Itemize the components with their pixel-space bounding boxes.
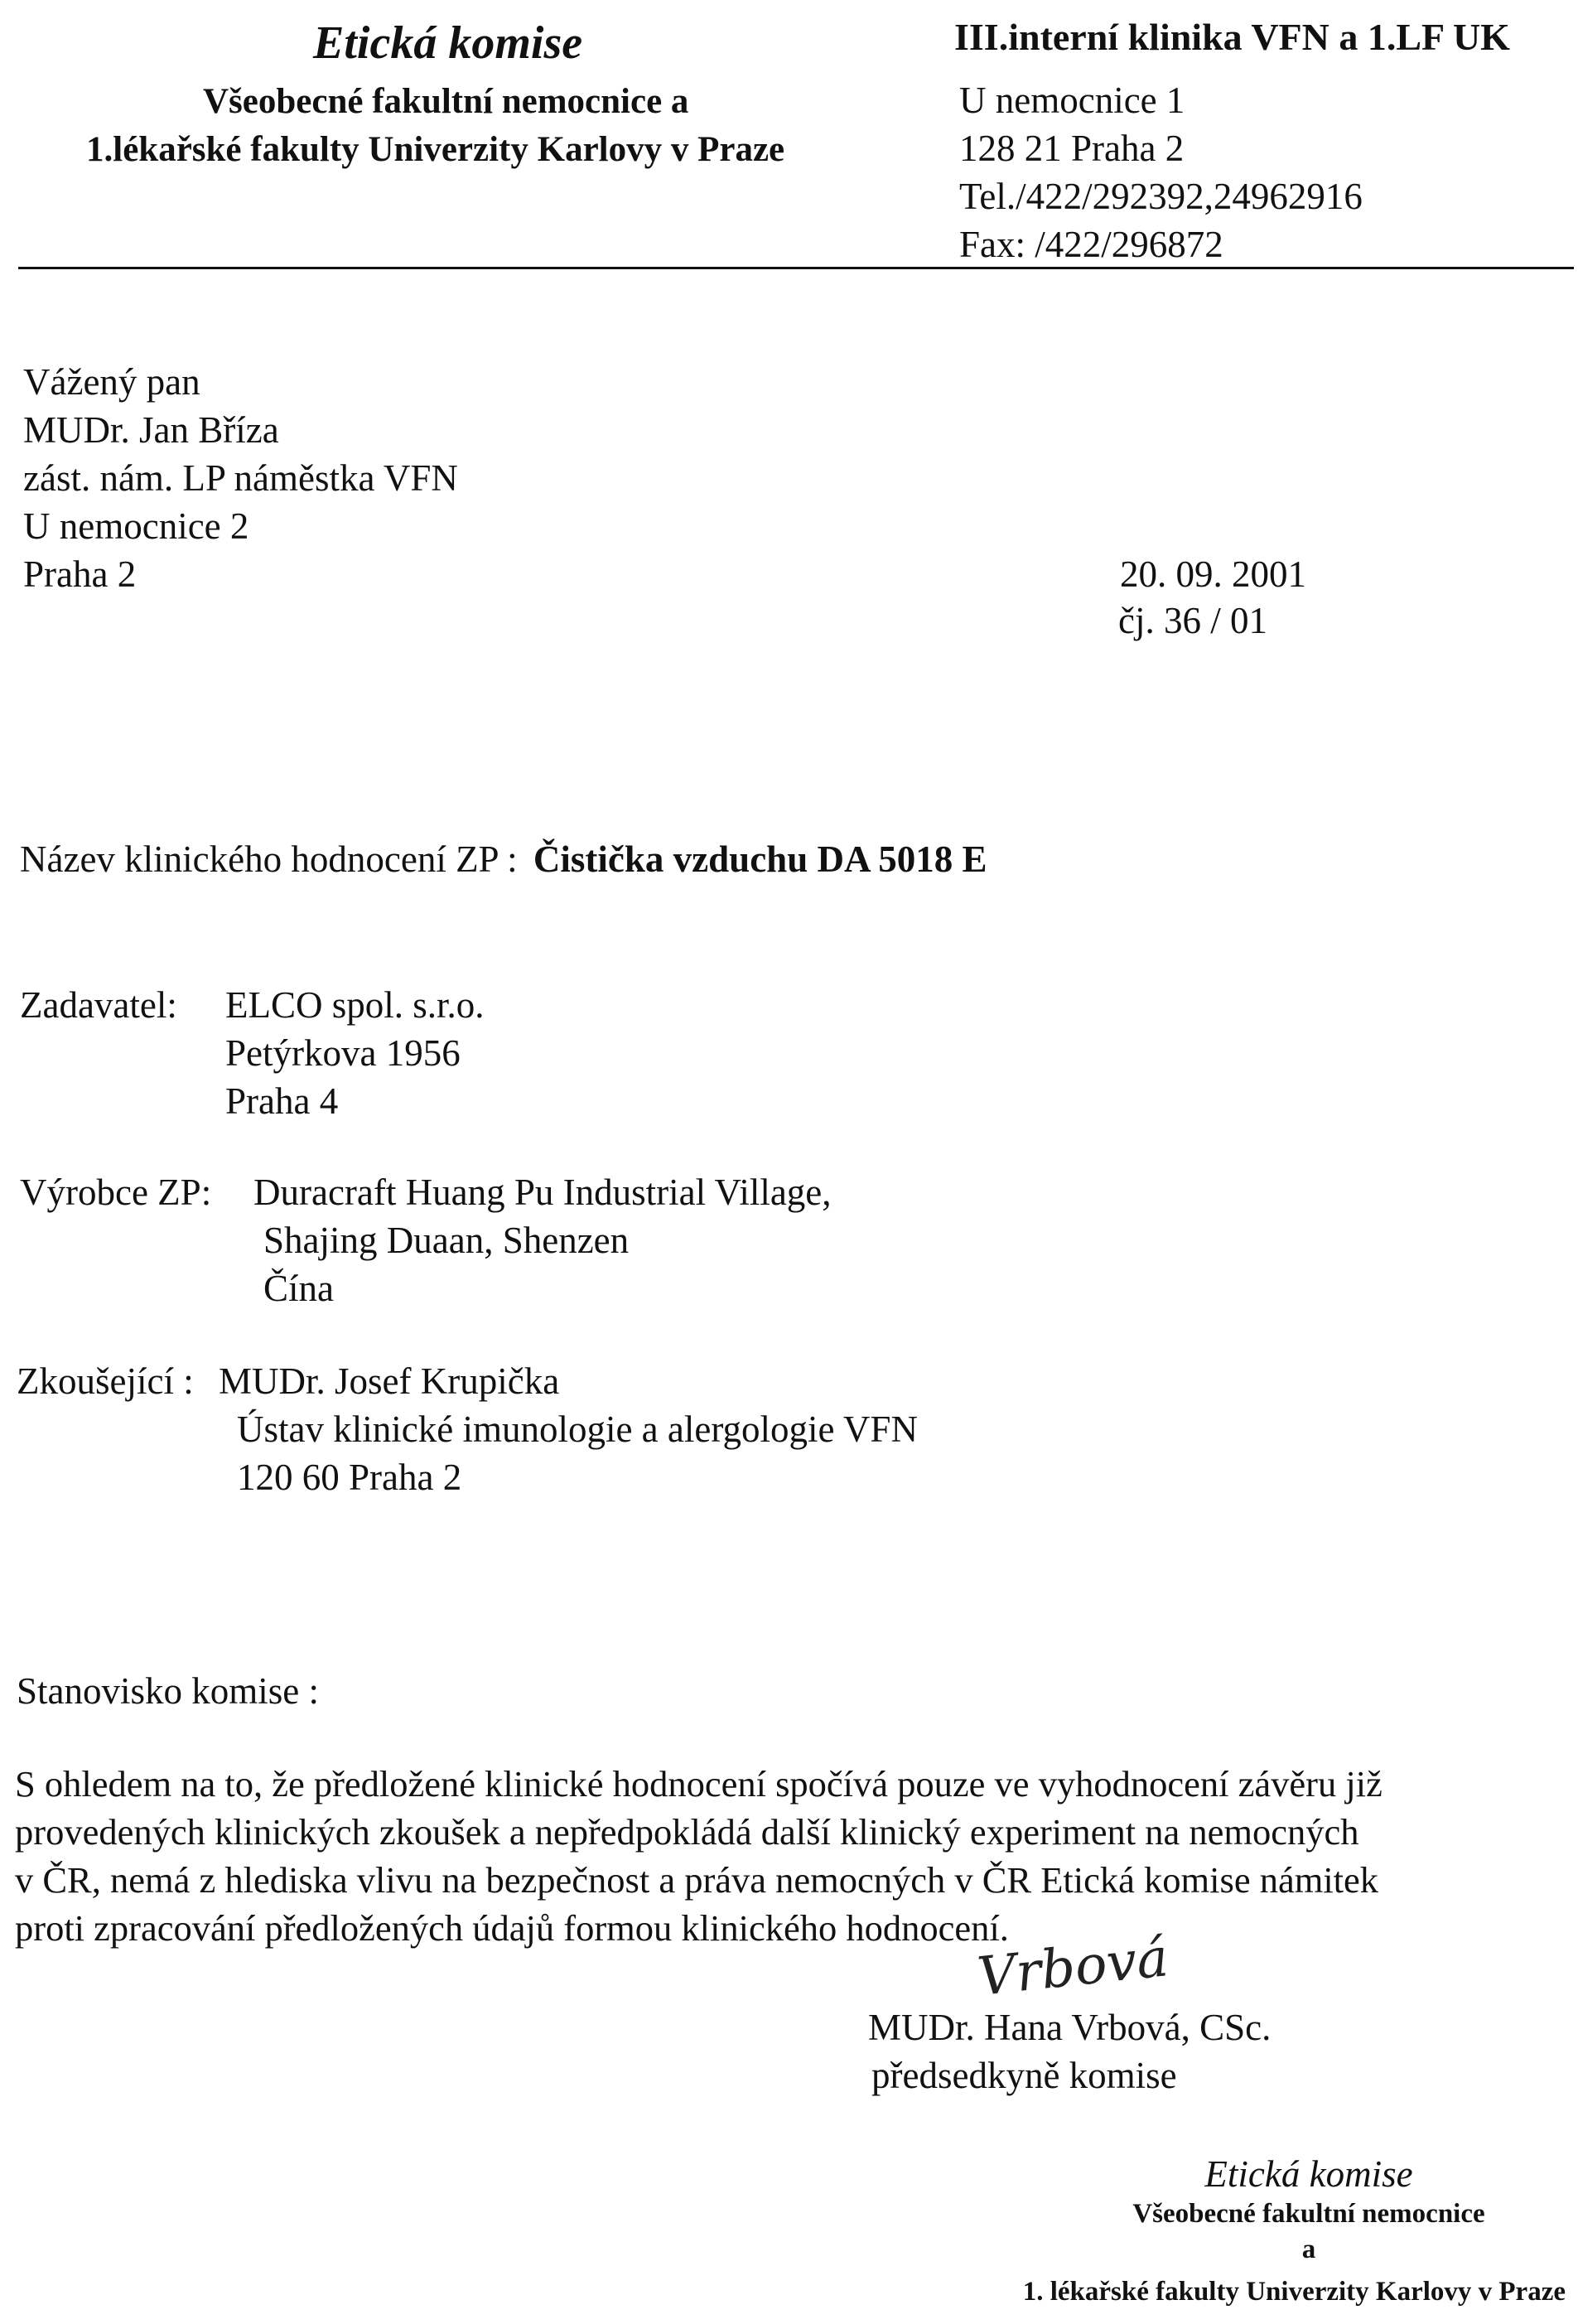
investigator-line: Ústav klinické imunologie a alergologie VFN	[237, 1408, 918, 1450]
sponsor-line: Praha 4	[225, 1080, 339, 1122]
stamp-title: Etická komise	[1204, 2153, 1413, 2195]
header-left-line2: 1.lékařské fakulty Univerzity Karlovy v Praze	[86, 130, 785, 169]
header-left-title: Etická komise	[313, 17, 583, 69]
subject-value: Čistička vzduchu DA 5018 E	[533, 838, 987, 880]
header-right-title: III.interní klinika VFN a 1.LF UK	[954, 16, 1510, 58]
investigator-label: Zkoušející :	[17, 1360, 194, 1402]
official-stamp	[953, 2152, 1566, 2307]
investigator-line: 120 60 Praha 2	[237, 1457, 462, 1498]
recipient-line: MUDr. Jan Bříza	[23, 409, 279, 451]
recipient-line: Praha 2	[23, 553, 137, 595]
manufacturer-label: Výrobce ZP:	[20, 1172, 212, 1213]
opinion-text	[15, 1760, 1383, 1952]
stamp-line1: Všeobecné fakultní nemocnice	[1132, 2199, 1485, 2229]
recipient-line: zást. nám. LP náměstka VFN	[23, 457, 458, 499]
header-right-line: Fax: /422/296872	[959, 224, 1223, 265]
investigator-line: MUDr. Josef Krupička	[219, 1360, 560, 1402]
recipient-line: Vážený pan	[23, 361, 200, 403]
opinion-line: proti zpracování předložených údajů formou klinického hodnocení.	[15, 1907, 1009, 1949]
reference-number: čj. 36 / 01	[1118, 600, 1267, 641]
manufacturer-line: Čína	[263, 1268, 334, 1309]
recipient-line: U nemocnice 2	[23, 505, 249, 547]
signatory-role: předsedkyně komise	[871, 2055, 1177, 2096]
opinion-heading: Stanovisko komise :	[17, 1670, 320, 1712]
opinion-line: v ČR, nemá z hlediska vlivu na bezpečnost a práva nemocných v ČR Etická komise námitek	[15, 1859, 1379, 1901]
letter-date: 20. 09. 2001	[1120, 553, 1306, 595]
manufacturer-line: Duracraft Huang Pu Industrial Village,	[253, 1172, 832, 1213]
subject-line	[20, 835, 987, 883]
header-divider	[18, 267, 1574, 269]
sponsor-address	[225, 981, 485, 1125]
manufacturer-address	[253, 1168, 832, 1312]
sponsor-label: Zadavatel:	[20, 984, 177, 1026]
header-right-line: 128 21 Praha 2	[959, 128, 1185, 169]
sponsor-line: Petýrkova 1956	[225, 1032, 461, 1074]
recipient-address	[23, 358, 458, 598]
signature-handwriting: Vrbová	[974, 1927, 1171, 2008]
investigator-address	[219, 1357, 918, 1501]
stamp-line3: 1. lékařské fakulty Univerzity Karlovy v Praze	[1022, 2277, 1566, 2307]
header-right-line: Tel./422/292392,24962916	[959, 176, 1363, 217]
manufacturer-line: Shajing Duaan, Shenzen	[263, 1220, 630, 1261]
header-left-line1: Všeobecné fakultní nemocnice a	[203, 82, 689, 121]
header-right-address	[959, 76, 1363, 268]
stamp-line2: a	[1301, 2235, 1316, 2264]
sponsor-line: ELCO spol. s.r.o.	[225, 984, 485, 1026]
subject-label: Název klinického hodnocení ZP :	[20, 838, 518, 880]
signatory-name: MUDr. Hana Vrbová, CSc.	[868, 2007, 1272, 2048]
header-right-line: U nemocnice 1	[959, 80, 1185, 121]
opinion-line: S ohledem na to, že předložené klinické hodnocení spočívá pouze ve vyhodnocení závěru již	[15, 1763, 1383, 1805]
opinion-line: provedených klinických zkoušek a nepředpokládá další klinický experiment na nemocných	[15, 1811, 1359, 1853]
